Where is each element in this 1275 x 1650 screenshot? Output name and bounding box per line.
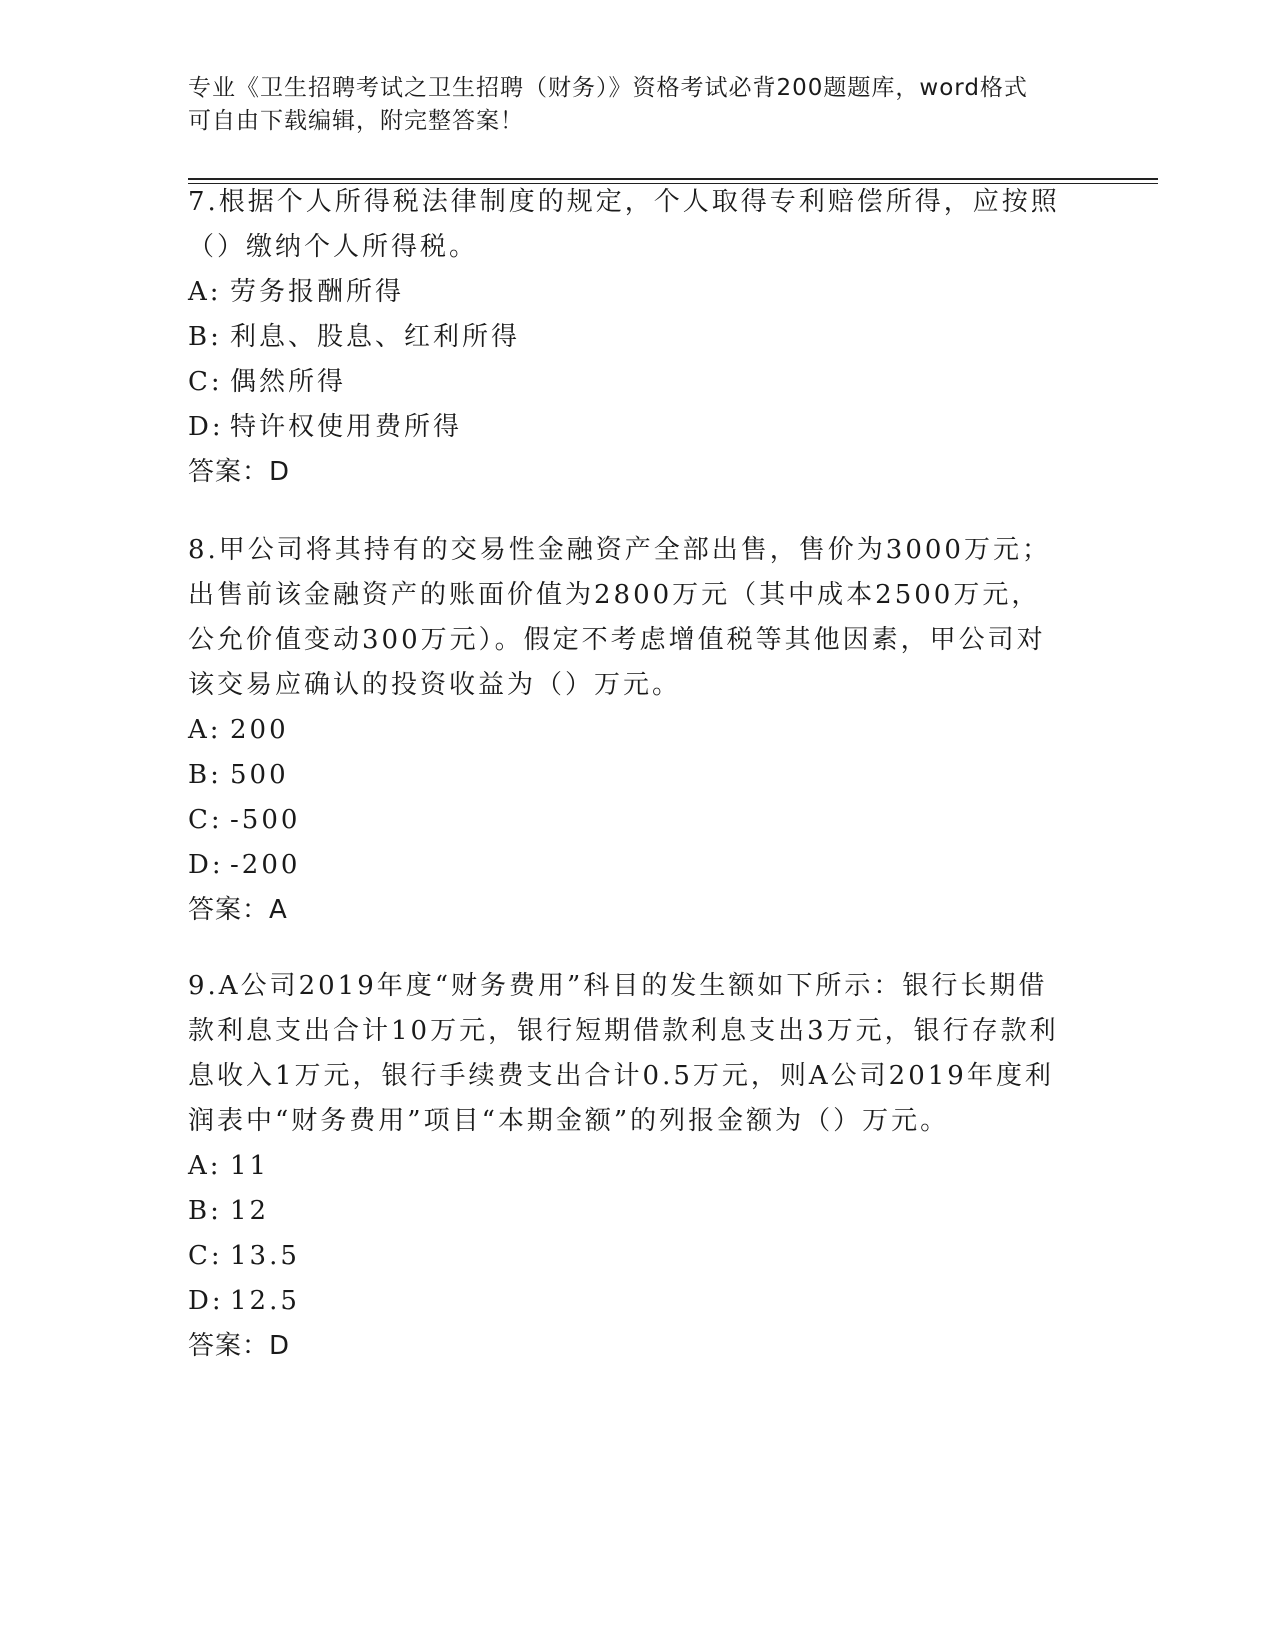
option-text: 11 [230,1151,270,1181]
answer-line: 答案：A [188,895,288,925]
document-header [188,72,1068,138]
option-c [188,798,1068,843]
answer-line: 答案：D [188,457,291,487]
question-8 [188,528,1068,933]
option-letter: D: [188,1286,224,1316]
option-a [188,1144,1068,1189]
option-letter: A: [188,715,222,745]
option-b [188,1189,1068,1234]
option-letter: C: [188,1241,223,1271]
option-letter: D: [188,850,224,880]
option-text: 偶然所得 [230,367,347,397]
option-b [188,753,1068,798]
option-text: 500 [230,760,289,790]
option-letter: C: [188,805,223,835]
option-letter: A: [188,277,222,307]
option-letter: D: [188,412,224,442]
option-text: -500 [230,805,301,835]
option-b [188,315,1068,360]
question-stem: 9.A公司2019年度“财务费用”科目的发生额如下所示：银行长期借款利息支出合计10万元，银行短期借款利息支出3万元，银行存款利息收入1万元，银行手续费支出合计0.5万元，则A公司2019年度利润表中“财务费用”项目“本期金额”的列报金额为（）万元。 [188,971,1059,1136]
option-text: -200 [230,850,301,880]
option-letter: A: [188,1151,222,1181]
answer-line: 答案：D [188,1331,291,1361]
option-text: 12.5 [230,1286,300,1316]
option-text: 12 [230,1196,270,1226]
option-d [188,843,1068,888]
header-line-1: 专业《卫生招聘考试之卫生招聘（财务）》资格考试必背200题题库，word格式 [188,75,1028,101]
option-text: 利息、股息、红利所得 [230,322,521,352]
option-a [188,270,1068,315]
option-text: 200 [230,715,289,745]
question-7 [188,180,1068,495]
question-9 [188,964,1068,1369]
option-a [188,708,1068,753]
option-d [188,1279,1068,1324]
option-text: 特许权使用费所得 [230,412,463,442]
question-stem: 8.甲公司将其持有的交易性金融资产全部出售，售价为3000万元；出售前该金融资产的账面价值为2800万元（其中成本2500万元，公允价值变动300万元）。假定不考虑增值税等其他因素，甲公司对该交易应确认的投资收益为（）万元。 [188,535,1051,700]
option-letter: B: [188,322,222,352]
header-line-2: 可自由下载编辑，附完整答案！ [188,108,524,134]
option-d [188,405,1068,450]
option-c [188,1234,1068,1279]
option-text: 劳务报酬所得 [230,277,405,307]
option-text: 13.5 [230,1241,300,1271]
option-letter: B: [188,1196,222,1226]
option-letter: C: [188,367,223,397]
question-stem: 7.根据个人所得税法律制度的规定，个人取得专利赔偿所得，应按照（）缴纳个人所得税。 [188,187,1060,262]
option-letter: B: [188,760,222,790]
option-c [188,360,1068,405]
